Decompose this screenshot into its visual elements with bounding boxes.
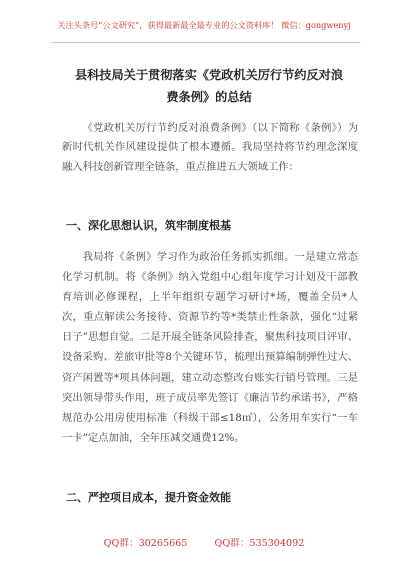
- footer-qq-group-2: QQ群：535304092: [214, 538, 305, 549]
- document-title: 县科技局关于贯彻落实《党政机关厉行节约反对浪费条例》的总结: [74, 68, 344, 104]
- section-2-heading: 二、严控项目成本，提升资金效能: [66, 491, 231, 504]
- header-banner: 关注头条号“公文研究”，获得最新最全最专业的公文资料库！ 微信：gongwenyj: [57, 20, 351, 30]
- footer-qq-group-1: QQ群：30265665: [103, 538, 188, 549]
- header-divider: [52, 42, 360, 43]
- section-1-body: 我局将《条例》学习作为政治任务抓实抓细。一是建立常态化学习机制。将《条例》纳入党组中心组年度学习计划及干部教育培训必修课程，上半年组织专题学习研讨*场，覆盖全员*人次，重点解读公务接待、资源节约等*类禁止性条款，强化“过紧日子”思想自觉。二是开展全链条风险排查，聚焦科技项目评审、设备采购、差旅审批等8个关键环节，梳理出预算编制弹性过大、资产闲置等*项具体问题，建立动态整改台账实行销号管理。三是突出领导带头作用，班子成员率先签订《廉洁节约承诺书》，严格规范办公用房使用标准（科级干部≤18㎡），公务用车实行“一车一卡”定点加油，全年压减交通费12%。: [62, 251, 358, 444]
- section-1-heading: 一、深化思想认识，筑牢制度根基: [66, 219, 231, 232]
- intro-paragraph: 《党政机关厉行节约反对浪费条例》（以下简称《条例》）为新时代机关作风建设提供了根本遵循。我局坚持将节约理念深度融入科技创新管理全链条，重点推进五大领域工作：: [62, 122, 358, 173]
- footer-contact: [0, 535, 408, 549]
